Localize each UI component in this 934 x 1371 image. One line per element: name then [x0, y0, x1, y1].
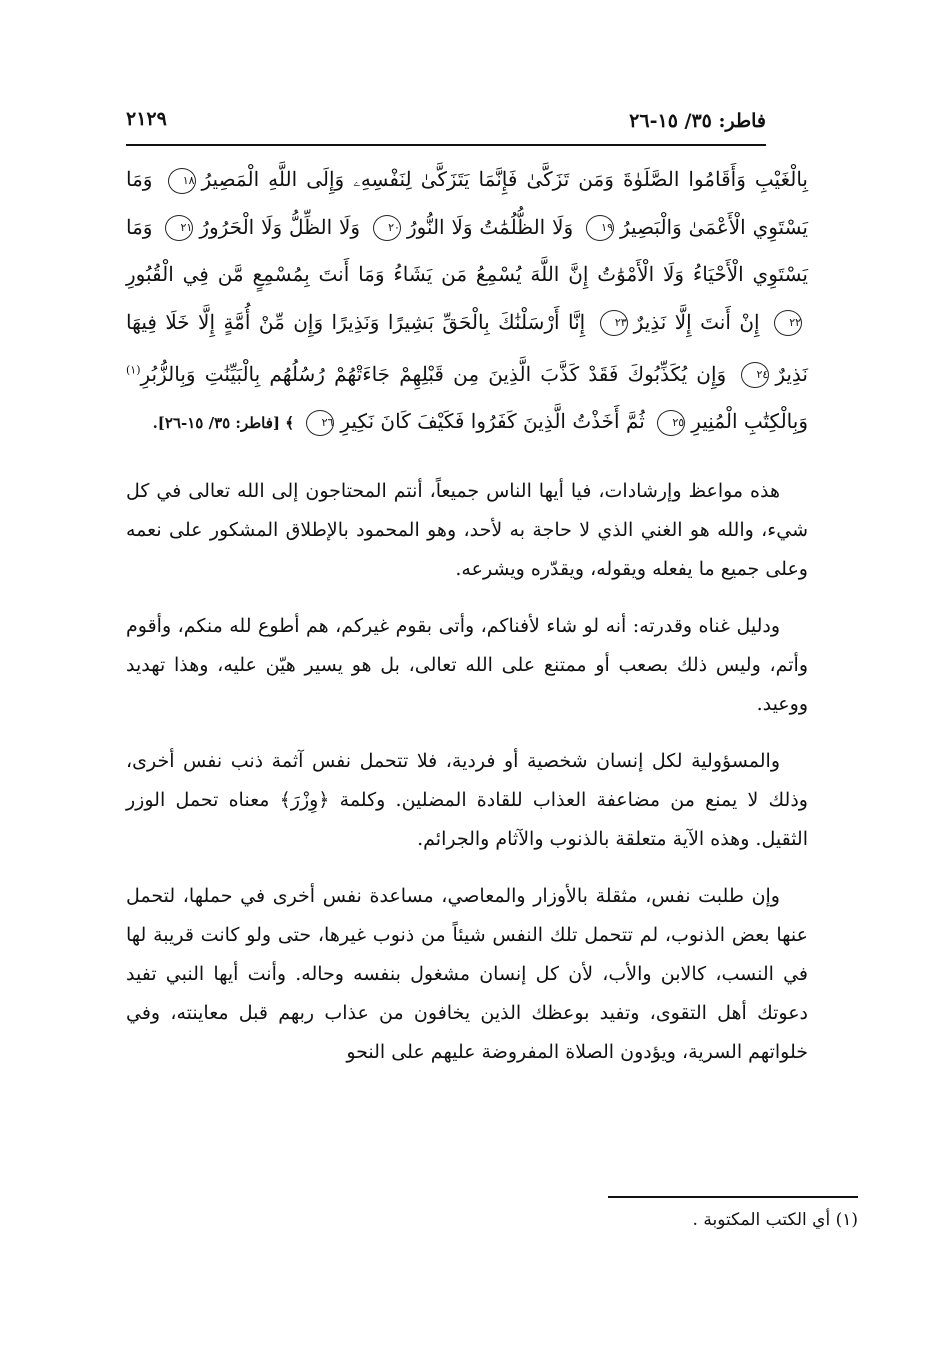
footnote: (١) أي الكتب المكتوبة . [692, 1210, 858, 1230]
paragraph: والمسؤولية لكل إنسان شخصية أو فردية، فلا تتحمل نفس آثمة ذنب نفس أخرى، وذلك لا يمنع من مضاعفة العذاب للقادة المضلين. وكلمة ﴿وِزْرَ﴾ معناه تحمل الوزر الثقيل. وهذه الآية متعلقة بالذنوب والآثام والجرائم. [126, 750, 808, 850]
paragraph: هذه مواعظ وإرشادات، فيا أيها الناس جميعاً، أنتم المحتاجون إلى الله تعالى في كل شيء، والله هو الغني الذي لا حاجة به لأحد، وهو المحمود بالإطلاق المشكور على نعمه وعلى جميع ما يفعله ويقوله، ويقدّره ويشرعه. [126, 480, 808, 580]
verse-citation: ﴾ [فاطر: ٣٥/ ١٥-٢٦]. [152, 414, 295, 433]
verse-text: وَإِن يُكَذِّبُوكَ فَقَدْ كَذَّبَ الَّذِينَ مِن قَبْلِهِمْ جَاءَتْهُمْ رُسُلُهُم بِالْبَيِّنَٰتِ وَبِالزُّبُرِ [140, 361, 727, 386]
verse-23 [594, 310, 760, 334]
verse-text: إِنْ أَنتَ إِلَّا نَذِيرٌ [633, 309, 760, 334]
commentary [126, 472, 808, 1072]
ayah-number-badge: ٢١ [165, 215, 193, 241]
ayah-number-badge: ٢٣ [600, 310, 628, 336]
verse-text: وَلَا الظُّلُمَٰتُ وَلَا النُّورُ [406, 214, 574, 239]
ayah-number-badge: ١٨ [168, 168, 196, 194]
ayah-number-badge: ٢٦ [306, 410, 334, 436]
verse-text: وَمَا يَسْتَوِي الْأَحْيَاءُ وَلَا الْأَمْوَٰتُ إِنَّ اللَّهَ يُسْمِعُ مَن يَشَاءُ وَمَا أَنتَ بِمُسْمِعٍ مَّن فِي الْقُبُورِ [126, 214, 808, 286]
verse-text: وَلَا الظِّلُّ وَلَا الْحَرُورُ [199, 214, 361, 239]
verse-26 [300, 409, 644, 433]
ayah-number-badge: ٢٠ [373, 215, 401, 241]
footnote-divider [608, 1196, 858, 1198]
verse-21 [159, 215, 360, 239]
verse-text: وَمَا يَسْتَوِي الْأَعْمَىٰ وَالْبَصِيرُ [126, 167, 808, 239]
quran-verses [126, 156, 808, 448]
ayah-number-badge: ٢٤ [741, 362, 769, 388]
verse-20 [367, 215, 573, 239]
paragraph: ودليل غناه وقدرته: أنه لو شاء لأفناكم، وأتى بقوم غيركم، هم أطوع لله منكم، وأقوم وأتم، وليس ذلك بصعب أو ممتنع على الله تعالى، بل هو يسير هيّن عليه، وهذا تهديد ووعيد. [126, 615, 808, 715]
verse-text: بِالْغَيْبِ وَأَقَامُوا الصَّلَوٰةَ وَمَن تَزَكَّىٰ فَإِنَّمَا يَتَزَكَّىٰ لِنَفْسِهِۦ وَإِلَى اللَّهِ الْمَصِيرُ [201, 167, 808, 191]
ayah-number-badge: ٢٢ [774, 310, 802, 336]
running-header [126, 104, 766, 146]
footnote-marker: (١) [126, 363, 141, 376]
verse-text: وَبِالْكِتَٰبِ الْمُنِيرِ [691, 409, 808, 434]
page-number: ٢١٢٩ [126, 108, 167, 130]
ayah-number-badge: ٢٥ [657, 410, 685, 436]
verse-text: ثُمَّ أَخَذْتُ الَّذِينَ كَفَرُوا فَكَيْفَ كَانَ نَكِيرِ [340, 409, 645, 434]
verse-18 [162, 167, 808, 191]
paragraph: وإن طلبت نفس، مثقلة بالأوزار والمعاصي، مساعدة نفس أخرى في حملها، لتحمل عنها بعض الذنوب، لم تتحمل تلك النفس شيئاً من ذنوب غيرها، حتى ولو كانت قريبة لها في النسب، كالابن والأب، لأن كل إنسان مشغول بنفسه وحاله. وأنت أيها النبي تفيد دعوتك أهل التقوى، وتفيد بوعظك الذين يخافون من عذاب ربهم قبل معاينته، وفي خلواتهم السرية، ويؤدون الصلاة المفروضة عليهم على النحو [126, 885, 808, 1063]
ayah-number-badge: ١٩ [586, 215, 614, 241]
surah-reference: فاطر: ٣٥/ ١٥-٢٦ [629, 110, 766, 132]
verse-text: إِنَّا أَرْسَلْنَٰكَ بِالْحَقِّ بَشِيرًا وَنَذِيرًا وَإِن مِّنْ أُمَّةٍ إِلَّا خَلَا فِيهَا نَذِيرٌ [126, 309, 808, 386]
